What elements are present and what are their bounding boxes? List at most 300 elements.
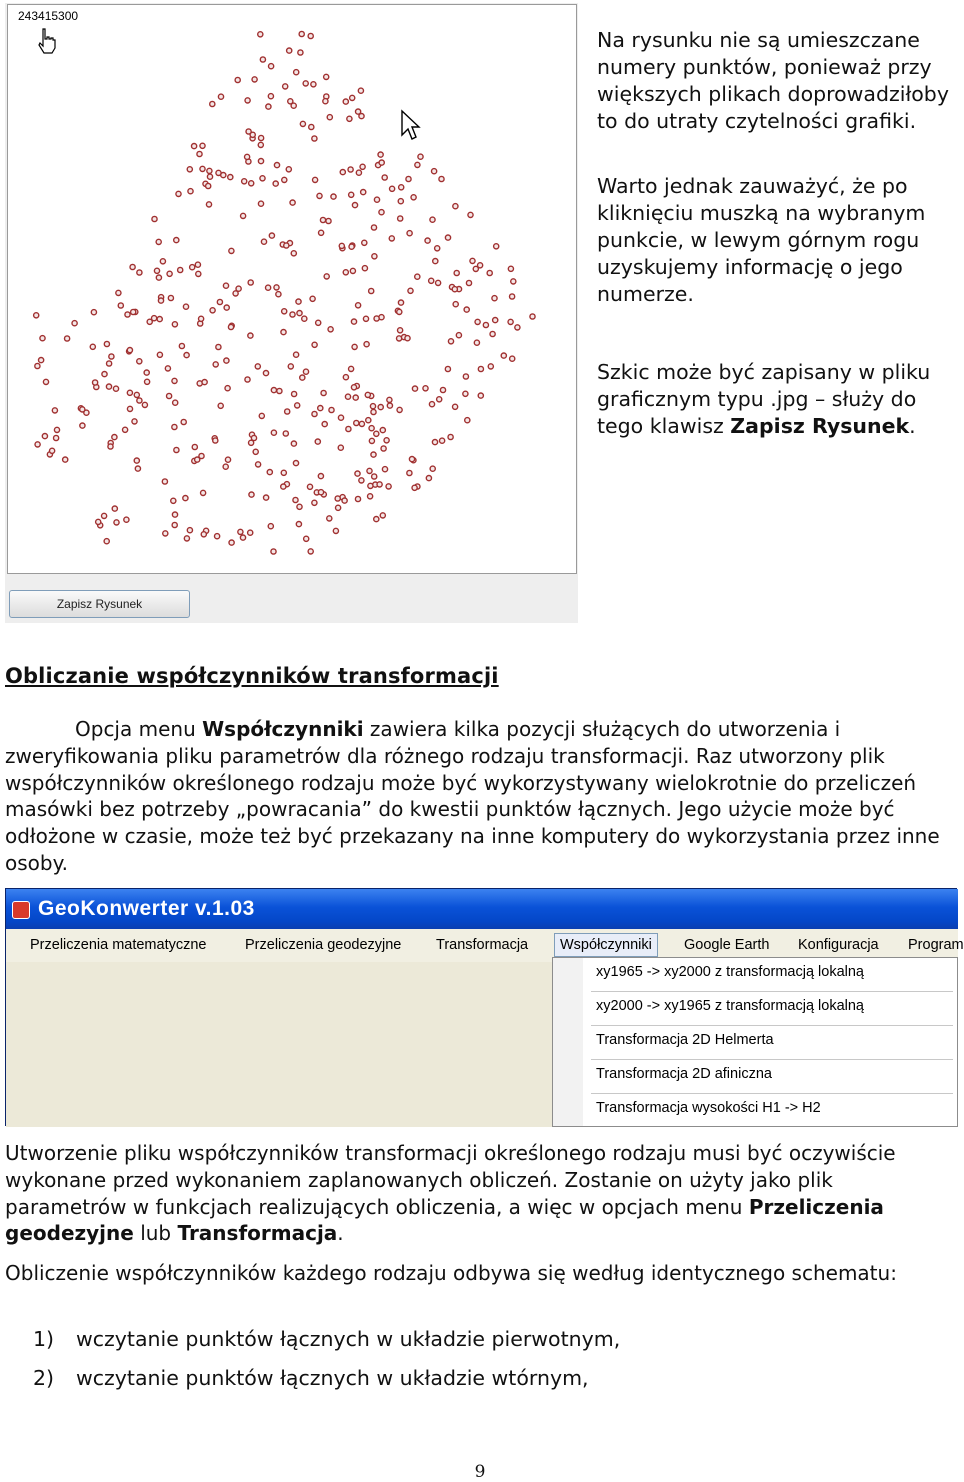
survey-point[interactable] — [448, 339, 453, 344]
survey-point[interactable] — [118, 303, 123, 308]
survey-point[interactable] — [408, 288, 413, 293]
survey-point[interactable] — [192, 144, 197, 149]
survey-point[interactable] — [269, 233, 274, 238]
survey-point[interactable] — [307, 484, 312, 489]
survey-point[interactable] — [218, 403, 223, 408]
survey-point[interactable] — [297, 311, 302, 316]
survey-point[interactable] — [296, 299, 301, 304]
survey-point[interactable] — [163, 531, 168, 536]
survey-point[interactable] — [172, 322, 177, 327]
survey-point[interactable] — [302, 316, 307, 321]
survey-point[interactable] — [510, 294, 515, 299]
survey-point[interactable] — [65, 336, 70, 341]
survey-point[interactable] — [269, 64, 274, 69]
survey-point[interactable] — [382, 175, 387, 180]
survey-point[interactable] — [308, 549, 313, 554]
survey-point[interactable] — [223, 464, 228, 469]
survey-point[interactable] — [258, 142, 263, 147]
survey-point[interactable] — [412, 386, 417, 391]
survey-point[interactable] — [245, 154, 250, 159]
survey-point[interactable] — [362, 266, 367, 271]
survey-point[interactable] — [378, 152, 383, 157]
survey-point[interactable] — [167, 393, 172, 398]
menu-google-earth[interactable]: Google Earth — [684, 937, 770, 953]
survey-point[interactable] — [112, 435, 117, 440]
survey-point[interactable] — [195, 262, 200, 267]
survey-point[interactable] — [207, 174, 212, 179]
survey-point[interactable] — [134, 458, 139, 463]
survey-point[interactable] — [102, 513, 107, 518]
survey-point[interactable] — [371, 452, 376, 457]
survey-point[interactable] — [320, 217, 325, 222]
survey-point[interactable] — [125, 312, 130, 317]
survey-point[interactable] — [454, 270, 459, 275]
survey-point[interactable] — [369, 438, 374, 443]
survey-point[interactable] — [338, 415, 343, 420]
survey-point[interactable] — [386, 484, 391, 489]
survey-point[interactable] — [378, 405, 383, 410]
survey-point[interactable] — [342, 498, 347, 503]
survey-point[interactable] — [206, 202, 211, 207]
survey-point[interactable] — [470, 258, 475, 263]
survey-point[interactable] — [288, 364, 293, 369]
survey-point[interactable] — [318, 474, 323, 479]
survey-point[interactable] — [437, 397, 442, 402]
survey-point[interactable] — [264, 495, 269, 500]
survey-point[interactable] — [281, 330, 286, 335]
survey-point[interactable] — [362, 240, 367, 245]
survey-point[interactable] — [312, 411, 317, 416]
survey-point[interactable] — [315, 439, 320, 444]
survey-point[interactable] — [399, 185, 404, 190]
survey-point[interactable] — [508, 266, 513, 271]
survey-point[interactable] — [322, 422, 327, 427]
menu-transformacja[interactable]: Transformacja — [436, 937, 529, 953]
survey-point[interactable] — [137, 398, 142, 403]
survey-point[interactable] — [436, 280, 441, 285]
survey-point[interactable] — [291, 251, 296, 256]
survey-point[interactable] — [426, 476, 431, 481]
menu-wspolczynniki[interactable]: Współczynniki — [554, 933, 658, 957]
survey-point[interactable] — [260, 57, 265, 62]
sketch-canvas[interactable] — [7, 4, 577, 574]
survey-point[interactable] — [384, 438, 389, 443]
survey-point[interactable] — [187, 167, 192, 172]
survey-point[interactable] — [430, 466, 435, 471]
survey-point[interactable] — [318, 406, 323, 411]
survey-point[interactable] — [54, 435, 59, 440]
survey-point[interactable] — [299, 31, 304, 36]
survey-point[interactable] — [389, 236, 394, 241]
survey-point[interactable] — [387, 403, 392, 408]
survey-point[interactable] — [478, 366, 483, 371]
survey-point[interactable] — [181, 419, 186, 424]
dropdown-item-xy2000-xy1965[interactable]: xy2000 -> xy1965 z transformacją lokalną — [596, 998, 864, 1014]
survey-point[interactable] — [127, 390, 132, 395]
survey-point[interactable] — [398, 328, 403, 333]
survey-point[interactable] — [493, 318, 498, 323]
survey-point[interactable] — [162, 479, 167, 484]
survey-point[interactable] — [145, 379, 150, 384]
survey-point[interactable] — [387, 397, 392, 402]
survey-point[interactable] — [281, 484, 286, 489]
survey-point[interactable] — [463, 391, 468, 396]
survey-point[interactable] — [172, 378, 177, 383]
survey-point[interactable] — [43, 379, 48, 384]
survey-point[interactable] — [415, 162, 420, 167]
survey-point[interactable] — [365, 392, 370, 397]
survey-point[interactable] — [173, 400, 178, 405]
survey-point[interactable] — [355, 471, 360, 476]
survey-point[interactable] — [351, 385, 356, 390]
survey-point[interactable] — [453, 404, 458, 409]
survey-point[interactable] — [463, 374, 468, 379]
survey-point[interactable] — [453, 302, 458, 307]
survey-point[interactable] — [228, 324, 233, 329]
survey-point[interactable] — [304, 536, 309, 541]
survey-point[interactable] — [268, 94, 273, 99]
survey-point[interactable] — [338, 445, 343, 450]
dropdown-item-afiniczna-2d[interactable]: Transformacja 2D afiniczna — [596, 1066, 772, 1082]
survey-point[interactable] — [340, 170, 345, 175]
survey-point[interactable] — [407, 470, 412, 475]
survey-point[interactable] — [390, 186, 395, 191]
survey-point[interactable] — [224, 358, 229, 363]
survey-point[interactable] — [331, 194, 336, 199]
survey-point[interactable] — [453, 204, 458, 209]
menu-przeliczenia-geodezyjne[interactable]: Przeliczenia geodezyjne — [245, 937, 402, 953]
survey-point[interactable] — [188, 189, 193, 194]
survey-point[interactable] — [355, 496, 360, 501]
menu-program[interactable]: Program — [908, 937, 964, 953]
survey-point[interactable] — [221, 173, 226, 178]
survey-point[interactable] — [292, 391, 297, 396]
survey-point[interactable] — [290, 200, 295, 205]
survey-point[interactable] — [215, 534, 220, 539]
survey-point[interactable] — [157, 352, 162, 357]
survey-point[interactable] — [273, 181, 278, 186]
survey-point[interactable] — [130, 264, 135, 269]
survey-point[interactable] — [456, 333, 461, 338]
survey-point[interactable] — [380, 513, 385, 518]
survey-point[interactable] — [293, 497, 298, 502]
survey-point[interactable] — [249, 492, 254, 497]
survey-point[interactable] — [252, 77, 257, 82]
survey-point[interactable] — [321, 390, 326, 395]
survey-point[interactable] — [131, 309, 136, 314]
survey-point[interactable] — [199, 316, 204, 321]
survey-point[interactable] — [372, 474, 377, 479]
survey-point[interactable] — [104, 341, 109, 346]
survey-point[interactable] — [235, 77, 240, 82]
menu-przeliczenia-matematyczne[interactable]: Przeliczenia matematyczne — [30, 937, 207, 953]
survey-point[interactable] — [398, 216, 403, 221]
survey-point[interactable] — [379, 160, 384, 165]
survey-point[interactable] — [429, 278, 434, 283]
survey-point[interactable] — [233, 291, 238, 296]
survey-point[interactable] — [282, 177, 287, 182]
survey-point[interactable] — [259, 135, 264, 140]
survey-point[interactable] — [107, 361, 112, 366]
survey-point[interactable] — [260, 176, 265, 181]
survey-point[interactable] — [242, 179, 247, 184]
survey-point[interactable] — [510, 356, 515, 361]
survey-point[interactable] — [207, 168, 212, 173]
survey-point[interactable] — [350, 268, 355, 273]
survey-point[interactable] — [34, 313, 39, 318]
survey-point[interactable] — [440, 387, 445, 392]
survey-point[interactable] — [356, 109, 361, 114]
survey-point[interactable] — [187, 528, 192, 533]
survey-point[interactable] — [35, 363, 40, 368]
survey-point[interactable] — [52, 408, 57, 413]
survey-point[interactable] — [303, 369, 308, 374]
survey-point[interactable] — [104, 539, 109, 544]
survey-point[interactable] — [106, 384, 111, 389]
survey-point[interactable] — [368, 483, 373, 488]
survey-point[interactable] — [176, 191, 181, 196]
survey-point[interactable] — [174, 447, 179, 452]
survey-point[interactable] — [224, 305, 229, 310]
survey-point[interactable] — [246, 129, 251, 134]
survey-point[interactable] — [369, 288, 374, 293]
survey-point[interactable] — [172, 512, 177, 517]
survey-point[interactable] — [323, 99, 328, 104]
survey-point[interactable] — [225, 457, 230, 462]
survey-point[interactable] — [492, 296, 497, 301]
survey-point[interactable] — [137, 270, 142, 275]
survey-point[interactable] — [201, 532, 206, 537]
survey-point[interactable] — [127, 348, 132, 353]
survey-point[interactable] — [268, 524, 273, 529]
survey-point[interactable] — [348, 167, 353, 172]
survey-point[interactable] — [349, 366, 354, 371]
survey-point[interactable] — [147, 319, 152, 324]
survey-point[interactable] — [324, 74, 329, 79]
survey-point[interactable] — [123, 427, 128, 432]
survey-point[interactable] — [255, 364, 260, 369]
dropdown-item-wysokosci[interactable]: Transformacja wysokości H1 -> H2 — [596, 1100, 821, 1116]
survey-point[interactable] — [266, 104, 271, 109]
survey-point[interactable] — [124, 517, 129, 522]
survey-point[interactable] — [366, 418, 371, 423]
survey-point[interactable] — [258, 32, 263, 37]
survey-point[interactable] — [225, 386, 230, 391]
survey-point[interactable] — [229, 248, 234, 253]
survey-point[interactable] — [440, 438, 445, 443]
survey-point[interactable] — [190, 265, 195, 270]
survey-point[interactable] — [179, 343, 184, 348]
survey-point[interactable] — [336, 505, 341, 510]
survey-point[interactable] — [429, 402, 434, 407]
survey-point[interactable] — [238, 529, 243, 534]
survey-point[interactable] — [530, 314, 535, 319]
survey-point[interactable] — [308, 33, 313, 38]
survey-point[interactable] — [407, 231, 412, 236]
survey-point[interactable] — [374, 517, 379, 522]
survey-point[interactable] — [50, 448, 55, 453]
survey-point[interactable] — [91, 310, 96, 315]
survey-point[interactable] — [200, 166, 205, 171]
survey-point[interactable] — [109, 354, 114, 359]
survey-point[interactable] — [271, 430, 276, 435]
survey-point[interactable] — [229, 540, 234, 545]
menu-konfiguracja[interactable]: Konfiguracja — [798, 937, 879, 953]
survey-point[interactable] — [368, 494, 373, 499]
survey-point[interactable] — [171, 498, 176, 503]
survey-point[interactable] — [199, 453, 204, 458]
survey-point[interactable] — [488, 364, 493, 369]
survey-point[interactable] — [277, 388, 282, 393]
survey-point[interactable] — [300, 121, 305, 126]
survey-point[interactable] — [397, 407, 402, 412]
survey-point[interactable] — [167, 271, 172, 276]
survey-point[interactable] — [329, 407, 334, 412]
survey-point[interactable] — [310, 296, 315, 301]
survey-point[interactable] — [415, 274, 420, 279]
survey-point[interactable] — [475, 319, 480, 324]
survey-point[interactable] — [347, 116, 352, 121]
survey-point[interactable] — [154, 268, 159, 273]
survey-point[interactable] — [487, 270, 492, 275]
survey-point[interactable] — [300, 375, 305, 380]
survey-point[interactable] — [80, 407, 85, 412]
survey-point[interactable] — [168, 295, 173, 300]
survey-point[interactable] — [213, 438, 218, 443]
survey-point[interactable] — [374, 316, 379, 321]
survey-point[interactable] — [35, 442, 40, 447]
survey-point[interactable] — [298, 50, 303, 55]
survey-point[interactable] — [134, 392, 139, 397]
survey-point[interactable] — [158, 298, 163, 303]
survey-point[interactable] — [312, 136, 317, 141]
save-drawing-button[interactable]: Zapisz Rysunek — [9, 590, 190, 618]
survey-point[interactable] — [184, 353, 189, 358]
survey-point[interactable] — [297, 504, 302, 509]
survey-point[interactable] — [223, 283, 228, 288]
survey-point[interactable] — [418, 154, 423, 159]
survey-point[interactable] — [80, 423, 85, 428]
survey-point[interactable] — [324, 274, 329, 279]
survey-point[interactable] — [353, 395, 358, 400]
survey-point[interactable] — [116, 290, 121, 295]
survey-point[interactable] — [468, 212, 473, 217]
survey-point[interactable] — [137, 359, 142, 364]
survey-point[interactable] — [369, 426, 374, 431]
survey-point[interactable] — [282, 309, 287, 314]
survey-point[interactable] — [266, 285, 271, 290]
survey-point[interactable] — [40, 336, 45, 341]
survey-point[interactable] — [508, 319, 513, 324]
survey-point[interactable] — [258, 201, 263, 206]
survey-point[interactable] — [445, 235, 450, 240]
survey-point[interactable] — [253, 449, 258, 454]
survey-point[interactable] — [102, 372, 107, 377]
survey-point[interactable] — [271, 388, 276, 393]
survey-point[interactable] — [284, 243, 289, 248]
survey-point[interactable] — [261, 239, 266, 244]
survey-point[interactable] — [317, 193, 322, 198]
survey-point[interactable] — [371, 409, 376, 414]
survey-point[interactable] — [423, 386, 428, 391]
survey-point[interactable] — [364, 342, 369, 347]
survey-point[interactable] — [184, 536, 189, 541]
survey-point[interactable] — [197, 151, 202, 156]
survey-point[interactable] — [267, 470, 272, 475]
survey-point[interactable] — [200, 143, 205, 148]
survey-point[interactable] — [240, 535, 245, 540]
survey-point[interactable] — [127, 406, 132, 411]
survey-point[interactable] — [178, 267, 183, 272]
survey-point[interactable] — [293, 461, 298, 466]
survey-point[interactable] — [39, 358, 44, 363]
survey-point[interactable] — [361, 190, 366, 195]
survey-point[interactable] — [312, 342, 317, 347]
survey-point[interactable] — [192, 444, 197, 449]
survey-point[interactable] — [411, 195, 416, 200]
survey-point[interactable] — [490, 331, 495, 336]
survey-point[interactable] — [63, 457, 68, 462]
survey-point[interactable] — [294, 352, 299, 357]
survey-point[interactable] — [316, 320, 321, 325]
survey-point[interactable] — [114, 520, 119, 525]
survey-point[interactable] — [346, 426, 351, 431]
survey-point[interactable] — [483, 322, 488, 327]
survey-point[interactable] — [339, 243, 344, 248]
survey-point[interactable] — [359, 421, 364, 426]
survey-point[interactable] — [249, 440, 254, 445]
survey-point[interactable] — [152, 216, 157, 221]
survey-point[interactable] — [165, 366, 170, 371]
survey-point[interactable] — [135, 466, 140, 471]
survey-point[interactable] — [464, 307, 469, 312]
survey-point[interactable] — [281, 470, 286, 475]
survey-point[interactable] — [245, 98, 250, 103]
survey-point[interactable] — [263, 371, 268, 376]
survey-point[interactable] — [359, 478, 364, 483]
survey-point[interactable] — [349, 244, 354, 249]
survey-point[interactable] — [432, 169, 437, 174]
survey-point[interactable] — [108, 444, 113, 449]
survey-point[interactable] — [345, 394, 350, 399]
survey-point[interactable] — [425, 238, 430, 243]
survey-point[interactable] — [343, 270, 348, 275]
survey-point[interactable] — [363, 316, 368, 321]
survey-point[interactable] — [72, 321, 77, 326]
survey-point[interactable] — [245, 377, 250, 382]
survey-point[interactable] — [303, 81, 308, 86]
survey-point[interactable] — [54, 427, 59, 432]
survey-point[interactable] — [157, 317, 162, 322]
survey-point[interactable] — [515, 325, 520, 330]
survey-point[interactable] — [494, 244, 499, 249]
survey-point[interactable] — [350, 95, 355, 100]
survey-point[interactable] — [374, 197, 379, 202]
survey-point[interactable] — [367, 468, 372, 473]
survey-point[interactable] — [356, 303, 361, 308]
survey-point[interactable] — [156, 239, 161, 244]
survey-point[interactable] — [430, 217, 435, 222]
survey-point[interactable] — [283, 84, 288, 89]
survey-point[interactable] — [112, 506, 117, 511]
survey-point[interactable] — [349, 192, 354, 197]
survey-point[interactable] — [93, 380, 98, 385]
survey-point[interactable] — [96, 519, 101, 524]
survey-point[interactable] — [113, 386, 118, 391]
survey-point[interactable] — [311, 82, 316, 87]
survey-point[interactable] — [210, 101, 215, 106]
survey-point[interactable] — [256, 462, 261, 467]
